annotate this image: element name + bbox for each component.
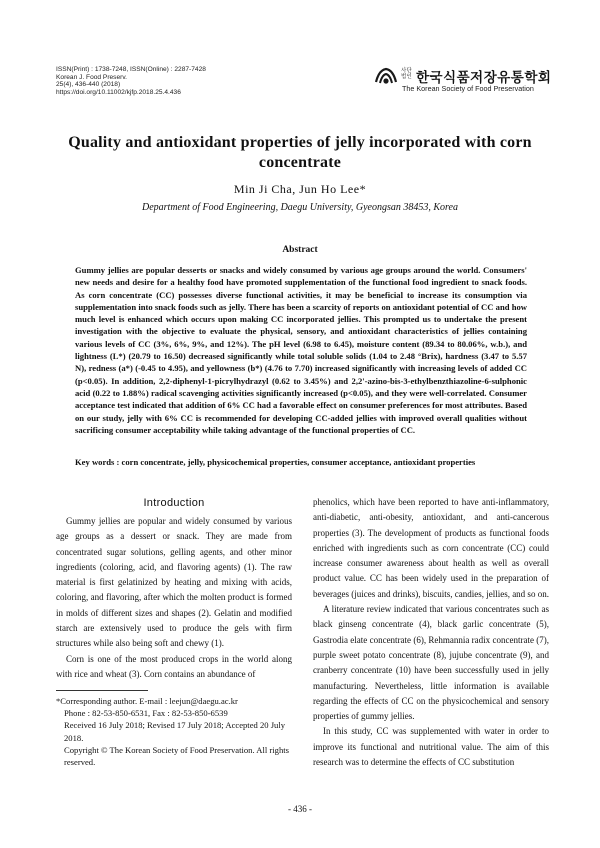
keywords: Key words : corn concentrate, jelly, physicochemical properties, consumer acceptance, antioxidant properties <box>75 457 476 467</box>
received-dates: Received 16 July 2018; Revised 17 July 2018; Accepted 20 July 2018. <box>64 720 286 743</box>
journal-meta <box>56 66 206 96</box>
journal-name: Korean J. Food Preserv. <box>56 73 127 81</box>
copyright-notice: Copyright © The Korean Society of Food Preservation. All rights reserved. <box>64 744 290 768</box>
left-column <box>56 514 292 682</box>
paragraph: Gummy jellies are popular and widely consumed by various age groups as a dessert or snack. They are made from concentrated sugar solutions, gelling agents, and other minor ingredients (coloring, acid, and flavoring agents) (1). The raw material is first gelatinized by heating and mixing with acids, coloring, and flavoring, after which the molten product is formed in molds of different sizes and shapes (2). Gelatin and modified starch are extensively used to produce the gels with firm structures while also being soft and chewy (1). <box>56 516 292 649</box>
paragraph: Corn is one of the most produced crops in the world along with rice and wheat (3). Corn contains an abundance of <box>56 653 292 679</box>
society-header <box>373 64 553 92</box>
paper-title: Quality and antioxidant properties of jelly incorporated with corn concentrate <box>68 134 532 171</box>
issn-line: ISSN(Print) : 1738-7248, ISSN(Online) : 2287-7428 <box>56 66 206 73</box>
introduction-heading: Introduction <box>143 497 205 509</box>
page-number: - 436 - <box>288 804 312 814</box>
volume-line: 25(4), 436-440 (2018) <box>56 81 121 89</box>
society-name-english: The Korean Society of Food Preservation <box>402 84 534 93</box>
author-affiliation: Department of Food Engineering, Daegu University, Gyeongsan 38453, Korea <box>142 202 458 213</box>
paragraph: In this study, CC was supplemented with water in order to improve its functional and nutritional value. The aim of this research was to determine the effects of CC substitution <box>313 726 549 768</box>
society-prefix: 사단법인 <box>401 68 412 80</box>
doi-link[interactable]: https://doi.org/10.11002/kjfp.2018.25.4.436 <box>56 88 181 96</box>
paragraph: A literature review indicated that various concentrates such as black ginseng concentrate (4), black garlic concentrate (5), Gastrodia elate concentrate (6), Rehmannia radix concentrate (7), purple sweet potato concentrate (8), jujube concentrate (9), and cranberry concentrate (10) have been successfully used in jelly manufacturing. Nevertheless, little information is available regarding the effects of CC on the physicochemical and sensory properties of gummy jellies. <box>313 604 549 722</box>
footnote <box>56 695 292 768</box>
paper-authors: Min Ji Cha, Jun Ho Lee* <box>233 182 367 196</box>
abstract-heading: Abstract <box>282 245 318 255</box>
right-column <box>313 495 549 770</box>
abstract-text: Gummy jellies are popular desserts or snacks and widely consumed by various age groups around the world. Consumers' new needs and desire for a healthy food have promoted supplementation of the functional food ingredient to snack foods. As corn concentrate (CC) possesses diverse functional activities, it may be beneficial to increase its consumption via supplementation into snack foods such as jelly. There has been a scarcity of reports on antioxidant potential of CC and how much level is enhanced which occurs upon making CC incorporated jellies. This prompted us to undertake the present investigation with the objective to evaluate the physical, sensory, and antioxidant characteristics of jellies containing various levels of CC (3%, 6%, 9%, and 12%). The pH level (6.98 to 6.45), moisture content (89.34 to 80.06%, w.b.), and lightness (L*) (20.79 to 16.50) decreased significantly while total soluble solids (1.04 to 2.48 °Brix), hardness (3.47 to 5.57 N), redness (a*) (-0.45 to 4.95), and yellowness (b*) (4.76 to 7.70) increased significantly with increasing levels of added CC (p<0.05). In addition, 2,2-diphenyl-1-picrylhydrazyl (0.62 to 3.45%) and 2,2'-azino-bis-3-ethylbenzthiazoline-6-sulphonic acid (0.22 to 1.88%) radical scavenging activities significantly increased (p<0.05), and they were well-correlated. Consumer acceptance test indicated that addition of 6% CC had a favorable effect on consumer preferences for most attributes. Based on our study, jelly with 6% CC is recommended for developing CC-added jellies with improved overall qualities without sacrificing consumer acceptability while taking advantage of the functional properties of CC. <box>75 265 527 435</box>
society-logo-icon <box>373 66 399 88</box>
corresponding-author: *Corresponding author. E-mail : leejun@daegu.ac.kr <box>56 696 238 706</box>
paragraph: phenolics, which have been reported to have anti-inflammatory, anti-diabetic, anti-obesity, antioxidant, and anti-cancerous properties (3). The development of products as functional foods enriched with ingredients such as corn concentrate (CC) could increase consumer awareness about health as well as overall product value. CC has been widely used in the preparation of beverages (juices and drinks), biscuits, candies, jellies, and so on. <box>313 497 549 599</box>
footnote-rule <box>56 690 148 691</box>
contact-phone: Phone : 82-53-850-6531, Fax : 82-53-850-6539 <box>64 708 228 719</box>
society-name-korean: 한국식품저장유통학회 <box>416 70 552 86</box>
